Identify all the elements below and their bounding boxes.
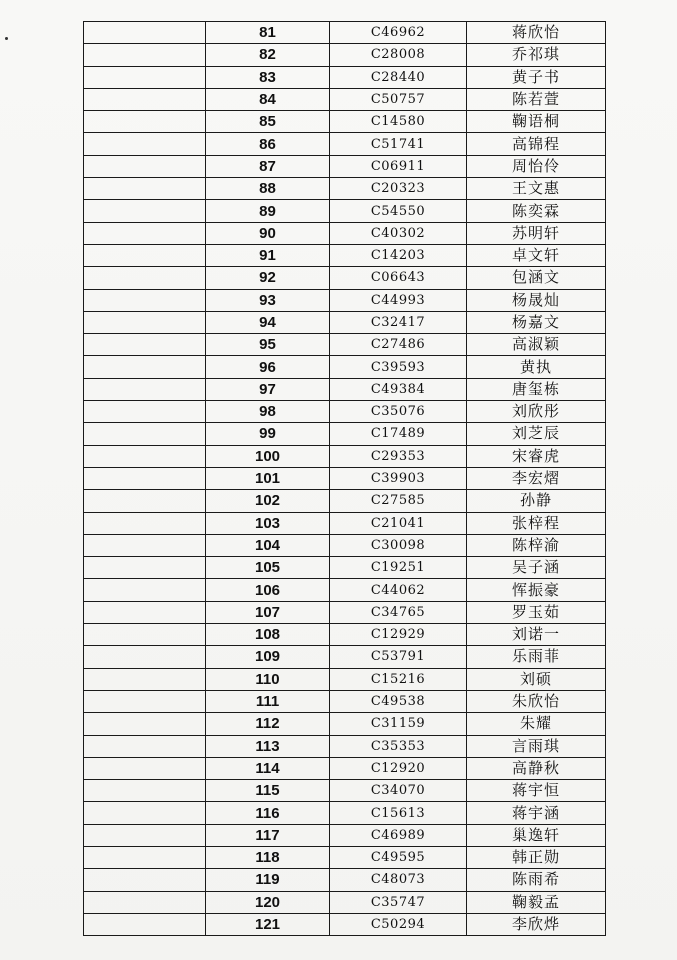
table-row xyxy=(84,646,606,668)
roster-table xyxy=(83,21,606,936)
table-row xyxy=(84,512,606,534)
blank-cell xyxy=(84,200,206,222)
student-name-cell: 刘硕 xyxy=(467,668,606,690)
row-number-cell: 117 xyxy=(206,824,330,846)
blank-cell xyxy=(84,869,206,891)
student-name-cell: 恽振豪 xyxy=(467,579,606,601)
row-number-cell: 108 xyxy=(206,624,330,646)
table-row xyxy=(84,66,606,88)
table-row xyxy=(84,690,606,712)
row-number-cell: 119 xyxy=(206,869,330,891)
row-number-cell: 120 xyxy=(206,891,330,913)
student-name-cell: 苏明轩 xyxy=(467,222,606,244)
student-id-cell: C31159 xyxy=(330,713,467,735)
student-name-cell: 韩正勋 xyxy=(467,846,606,868)
blank-cell xyxy=(84,490,206,512)
student-name-cell: 朱欣怡 xyxy=(467,690,606,712)
table-row xyxy=(84,846,606,868)
student-name-cell: 陈若萱 xyxy=(467,88,606,110)
student-id-cell: C44993 xyxy=(330,289,467,311)
row-number-cell: 116 xyxy=(206,802,330,824)
blank-cell xyxy=(84,334,206,356)
student-name-cell: 陈雨希 xyxy=(467,869,606,891)
row-number-cell: 91 xyxy=(206,244,330,266)
table-row xyxy=(84,601,606,623)
student-id-cell: C49538 xyxy=(330,690,467,712)
row-number-cell: 112 xyxy=(206,713,330,735)
student-id-cell: C53791 xyxy=(330,646,467,668)
student-id-cell: C32417 xyxy=(330,311,467,333)
student-id-cell: C15613 xyxy=(330,802,467,824)
row-number-cell: 102 xyxy=(206,490,330,512)
blank-cell xyxy=(84,624,206,646)
row-number-cell: 105 xyxy=(206,557,330,579)
blank-cell xyxy=(84,289,206,311)
row-number-cell: 114 xyxy=(206,757,330,779)
student-name-cell: 杨嘉文 xyxy=(467,311,606,333)
row-number-cell: 98 xyxy=(206,401,330,423)
row-number-cell: 118 xyxy=(206,846,330,868)
student-id-cell: C51741 xyxy=(330,133,467,155)
blank-cell xyxy=(84,22,206,44)
blank-cell xyxy=(84,512,206,534)
row-number-cell: 88 xyxy=(206,178,330,200)
blank-cell xyxy=(84,311,206,333)
table-row xyxy=(84,490,606,512)
student-name-cell: 吴子涵 xyxy=(467,557,606,579)
row-number-cell: 97 xyxy=(206,378,330,400)
student-name-cell: 高锦程 xyxy=(467,133,606,155)
row-number-cell: 113 xyxy=(206,735,330,757)
blank-cell xyxy=(84,44,206,66)
table-row xyxy=(84,200,606,222)
table-row xyxy=(84,155,606,177)
table-row xyxy=(84,668,606,690)
student-id-cell: C39593 xyxy=(330,356,467,378)
table-row xyxy=(84,334,606,356)
row-number-cell: 82 xyxy=(206,44,330,66)
row-number-cell: 121 xyxy=(206,913,330,935)
student-name-cell: 巢逸轩 xyxy=(467,824,606,846)
student-id-cell: C48073 xyxy=(330,869,467,891)
table-row xyxy=(84,356,606,378)
table-row xyxy=(84,824,606,846)
row-number-cell: 111 xyxy=(206,690,330,712)
student-id-cell: C15216 xyxy=(330,668,467,690)
student-id-cell: C12920 xyxy=(330,757,467,779)
row-number-cell: 106 xyxy=(206,579,330,601)
student-name-cell: 鞠毅孟 xyxy=(467,891,606,913)
student-id-cell: C34765 xyxy=(330,601,467,623)
student-name-cell: 鞠语桐 xyxy=(467,111,606,133)
blank-cell xyxy=(84,824,206,846)
student-id-cell: C06643 xyxy=(330,267,467,289)
blank-cell xyxy=(84,802,206,824)
student-id-cell: C44062 xyxy=(330,579,467,601)
table-row xyxy=(84,111,606,133)
table-row xyxy=(84,178,606,200)
student-id-cell: C50294 xyxy=(330,913,467,935)
student-id-cell: C17489 xyxy=(330,423,467,445)
blank-cell xyxy=(84,401,206,423)
blank-cell xyxy=(84,155,206,177)
blank-cell xyxy=(84,668,206,690)
student-id-cell: C49384 xyxy=(330,378,467,400)
table-row xyxy=(84,244,606,266)
blank-cell xyxy=(84,534,206,556)
blank-cell xyxy=(84,111,206,133)
row-number-cell: 89 xyxy=(206,200,330,222)
row-number-cell: 84 xyxy=(206,88,330,110)
blank-cell xyxy=(84,445,206,467)
student-name-cell: 包涵文 xyxy=(467,267,606,289)
row-number-cell: 104 xyxy=(206,534,330,556)
student-id-cell: C54550 xyxy=(330,200,467,222)
student-id-cell: C14580 xyxy=(330,111,467,133)
student-id-cell: C14203 xyxy=(330,244,467,266)
row-number-cell: 94 xyxy=(206,311,330,333)
student-name-cell: 刘诺一 xyxy=(467,624,606,646)
row-number-cell: 100 xyxy=(206,445,330,467)
table-row xyxy=(84,557,606,579)
table-row xyxy=(84,780,606,802)
row-number-cell: 81 xyxy=(206,22,330,44)
blank-cell xyxy=(84,88,206,110)
row-number-cell: 101 xyxy=(206,467,330,489)
table-row xyxy=(84,467,606,489)
student-name-cell: 刘欣彤 xyxy=(467,401,606,423)
student-name-cell: 高静秋 xyxy=(467,757,606,779)
table-row xyxy=(84,624,606,646)
student-name-cell: 王文惠 xyxy=(467,178,606,200)
table-row xyxy=(84,44,606,66)
table-row xyxy=(84,735,606,757)
table-row xyxy=(84,22,606,44)
row-number-cell: 110 xyxy=(206,668,330,690)
blank-cell xyxy=(84,423,206,445)
student-name-cell: 乔祁琪 xyxy=(467,44,606,66)
table-row xyxy=(84,267,606,289)
row-number-cell: 107 xyxy=(206,601,330,623)
scan-speck xyxy=(5,37,8,40)
student-id-cell: C40302 xyxy=(330,222,467,244)
blank-cell xyxy=(84,690,206,712)
student-name-cell: 刘芝辰 xyxy=(467,423,606,445)
table-row xyxy=(84,311,606,333)
student-name-cell: 朱耀 xyxy=(467,713,606,735)
student-name-cell: 高淑颖 xyxy=(467,334,606,356)
blank-cell xyxy=(84,222,206,244)
student-name-cell: 宋睿虎 xyxy=(467,445,606,467)
student-id-cell: C29353 xyxy=(330,445,467,467)
table-row xyxy=(84,891,606,913)
table-row xyxy=(84,534,606,556)
student-name-cell: 蒋欣怡 xyxy=(467,22,606,44)
blank-cell xyxy=(84,244,206,266)
student-name-cell: 杨晟灿 xyxy=(467,289,606,311)
student-name-cell: 蒋宇恒 xyxy=(467,780,606,802)
table-row xyxy=(84,713,606,735)
row-number-cell: 85 xyxy=(206,111,330,133)
row-number-cell: 99 xyxy=(206,423,330,445)
table-row xyxy=(84,869,606,891)
student-name-cell: 黄子书 xyxy=(467,66,606,88)
row-number-cell: 90 xyxy=(206,222,330,244)
row-number-cell: 103 xyxy=(206,512,330,534)
student-name-cell: 陈梓渝 xyxy=(467,534,606,556)
student-name-cell: 孙静 xyxy=(467,490,606,512)
blank-cell xyxy=(84,891,206,913)
student-name-cell: 卓文轩 xyxy=(467,244,606,266)
table-row xyxy=(84,757,606,779)
student-id-cell: C28008 xyxy=(330,44,467,66)
student-name-cell: 周怡伶 xyxy=(467,155,606,177)
student-id-cell: C27585 xyxy=(330,490,467,512)
blank-cell xyxy=(84,757,206,779)
row-number-cell: 95 xyxy=(206,334,330,356)
roster-table-body xyxy=(84,22,606,936)
blank-cell xyxy=(84,713,206,735)
blank-cell xyxy=(84,735,206,757)
blank-cell xyxy=(84,467,206,489)
row-number-cell: 86 xyxy=(206,133,330,155)
row-number-cell: 83 xyxy=(206,66,330,88)
student-id-cell: C06911 xyxy=(330,155,467,177)
student-name-cell: 言雨琪 xyxy=(467,735,606,757)
student-name-cell: 陈奕霖 xyxy=(467,200,606,222)
row-number-cell: 96 xyxy=(206,356,330,378)
student-id-cell: C34070 xyxy=(330,780,467,802)
student-id-cell: C30098 xyxy=(330,534,467,556)
student-id-cell: C35747 xyxy=(330,891,467,913)
student-id-cell: C19251 xyxy=(330,557,467,579)
row-number-cell: 115 xyxy=(206,780,330,802)
student-id-cell: C46989 xyxy=(330,824,467,846)
blank-cell xyxy=(84,557,206,579)
table-row xyxy=(84,133,606,155)
blank-cell xyxy=(84,780,206,802)
student-id-cell: C12929 xyxy=(330,624,467,646)
row-number-cell: 93 xyxy=(206,289,330,311)
student-name-cell: 唐玺栋 xyxy=(467,378,606,400)
table-row xyxy=(84,579,606,601)
blank-cell xyxy=(84,913,206,935)
blank-cell xyxy=(84,601,206,623)
student-id-cell: C21041 xyxy=(330,512,467,534)
blank-cell xyxy=(84,579,206,601)
student-name-cell: 张梓程 xyxy=(467,512,606,534)
student-id-cell: C27486 xyxy=(330,334,467,356)
row-number-cell: 87 xyxy=(206,155,330,177)
blank-cell xyxy=(84,646,206,668)
blank-cell xyxy=(84,66,206,88)
table-row xyxy=(84,378,606,400)
student-id-cell: C35076 xyxy=(330,401,467,423)
student-id-cell: C49595 xyxy=(330,846,467,868)
blank-cell xyxy=(84,267,206,289)
table-row xyxy=(84,222,606,244)
blank-cell xyxy=(84,378,206,400)
student-id-cell: C39903 xyxy=(330,467,467,489)
student-id-cell: C28440 xyxy=(330,66,467,88)
table-row xyxy=(84,423,606,445)
row-number-cell: 109 xyxy=(206,646,330,668)
blank-cell xyxy=(84,178,206,200)
table-row xyxy=(84,289,606,311)
student-id-cell: C46962 xyxy=(330,22,467,44)
blank-cell xyxy=(84,356,206,378)
table-row xyxy=(84,401,606,423)
student-name-cell: 黄执 xyxy=(467,356,606,378)
table-row xyxy=(84,802,606,824)
table-row xyxy=(84,913,606,935)
blank-cell xyxy=(84,133,206,155)
table-row xyxy=(84,445,606,467)
table-row xyxy=(84,88,606,110)
student-name-cell: 李宏熠 xyxy=(467,467,606,489)
student-id-cell: C50757 xyxy=(330,88,467,110)
student-id-cell: C35353 xyxy=(330,735,467,757)
student-name-cell: 乐雨菲 xyxy=(467,646,606,668)
student-name-cell: 罗玉茹 xyxy=(467,601,606,623)
blank-cell xyxy=(84,846,206,868)
student-name-cell: 蒋宇涵 xyxy=(467,802,606,824)
student-id-cell: C20323 xyxy=(330,178,467,200)
row-number-cell: 92 xyxy=(206,267,330,289)
student-name-cell: 李欣烨 xyxy=(467,913,606,935)
